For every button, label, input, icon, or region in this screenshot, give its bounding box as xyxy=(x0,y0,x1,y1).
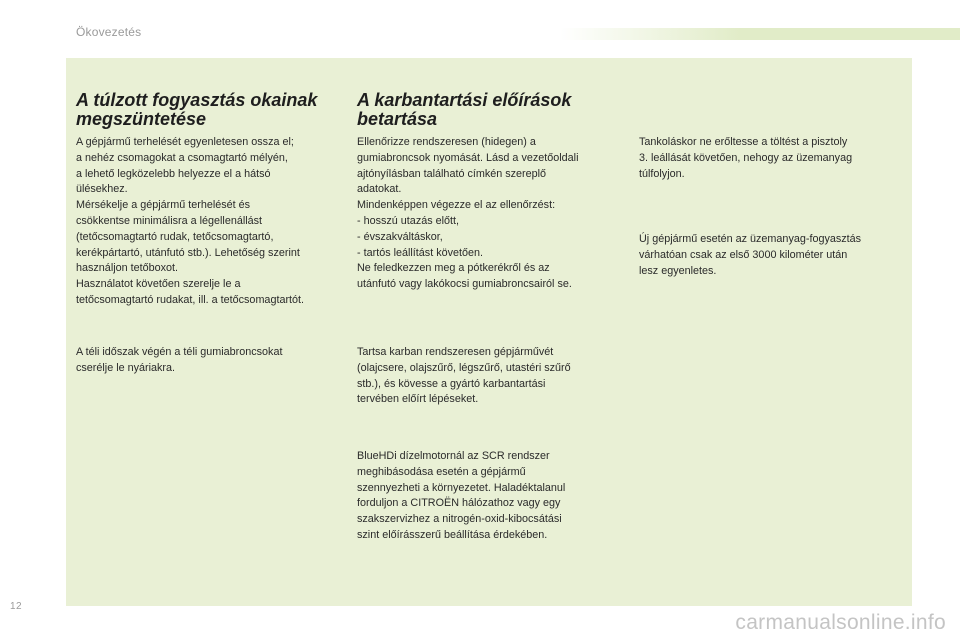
heading-maintenance: A karbantartási előírások betartása xyxy=(357,90,572,129)
header-accent-bar xyxy=(560,28,960,40)
section-title: Ökovezetés xyxy=(76,25,142,39)
paragraph-scr-system: BlueHDi dízelmotornál az SCR rendszer meghibásodása esetén a gépjármű szennyezheti a környezetet. Haladéktalanul forduljon a CITROËN hálózathoz vagy egy szakszervizhez a nitrogén-oxid-kibocsátási szint előírásszerű beállítása érdekében. xyxy=(357,450,566,541)
paragraph-new-vehicle-consumption: Új gépjármű esetén az üzemanyag-fogyasztás várhatóan csak az első 3000 kilométer után lesz egyenletes. xyxy=(639,233,862,277)
heading-excess-consumption: A túlzott fogyasztás okainak megszüntetése xyxy=(76,90,318,129)
paragraph-load-distribution: A gépjármű terhelését egyenletesen ossza el; a nehéz csomagokat a csomagtartó mélyén, a lehető legközelebb helyezze el a hátsó ülésekhez. Mérsékelje a gépjármű terhelését és csökkentse minimálisra a légellenállást (tetőcsomagtartó rudak, tetőcsomagtartó, kerékpártartó, utánfutó stb.). Lehetőség szerint használjon tetőboxot. Használatot követően szerelje le a tetőcsomagtartó rudakat, ill. a tetőcsomagtartót. xyxy=(76,136,305,306)
paragraph-tyre-pressure: Ellenőrizze rendszeresen (hidegen) a gumiabroncsok nyomását. Lásd a vezetőoldali ajtónyílásban található címkén szereplő adatokat. Mindenképpen végezze el az ellenőrzést: - hosszú utazás előtt, - évszakváltáskor, - tartós leállítást követően. Ne feledkezzen meg a pótkerékről és az utánfutó vagy lakókocsi gumiabroncsairól se. xyxy=(357,136,579,291)
paragraph-service-schedule: Tartsa karban rendszeresen gépjárművét (olajcsere, olajszűrő, légszűrő, utastéri szűrő stb.), és kövesse a gyártó karbantartási tervében előírt lépéseket. xyxy=(357,346,571,406)
paragraph-refuelling: Tankoláskor ne erőltesse a töltést a pisztoly 3. leállását követően, nehogy az üzemanyag túlfolyjon. xyxy=(639,136,853,180)
page-number: 12 xyxy=(10,601,23,612)
paragraph-winter-tyres: A téli időszak végén a téli gumiabroncsokat cserélje le nyáriakra. xyxy=(76,346,283,374)
watermark: carmanualsonline.info xyxy=(735,611,946,634)
